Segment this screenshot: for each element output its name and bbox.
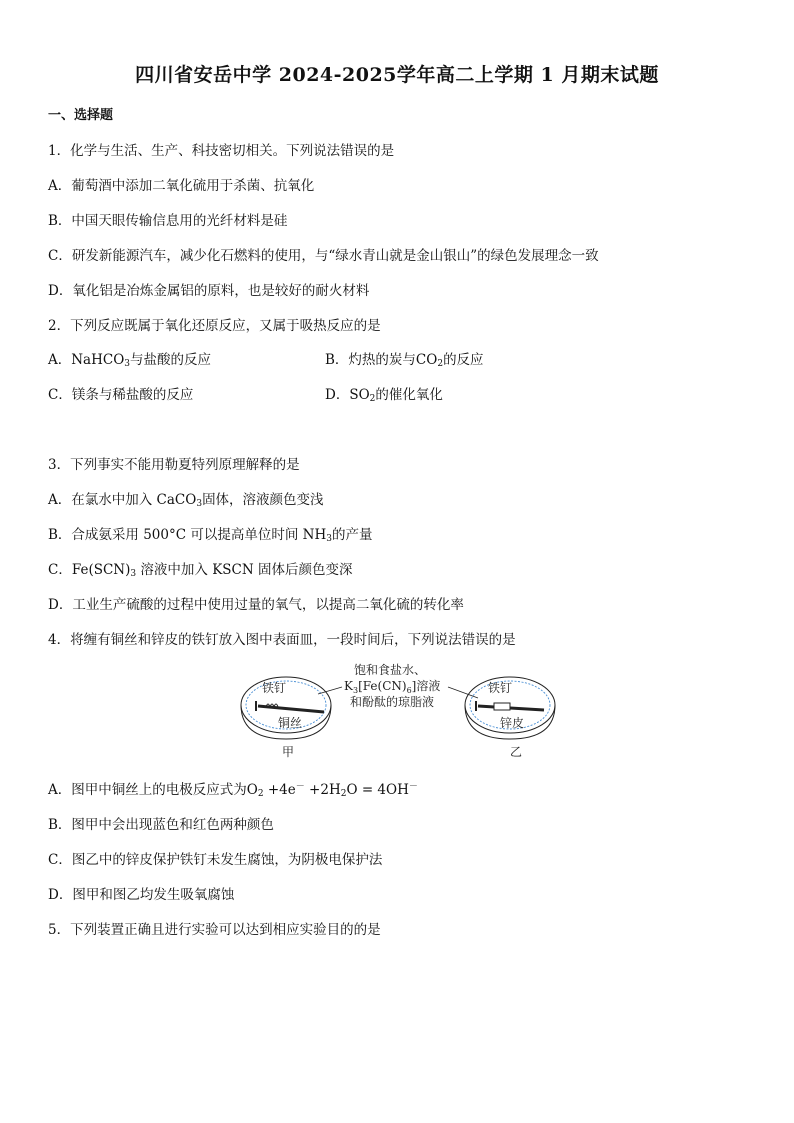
q4-option-d: D．图甲和图乙均发生吸氧腐蚀 — [48, 887, 235, 903]
label-left-wire: 铜丝 — [278, 716, 303, 730]
q5-stem: 5．下列装置正确且进行实验可以达到相应实验目的的是 — [48, 922, 381, 938]
label-center-1: 饱和食盐水、 — [354, 663, 427, 677]
label-center-2: $K_3[Fe(CN)_6]$溶液 — [344, 679, 441, 695]
q3-stem: 3．下列事实不能用勒夏特列原理解释的是 — [48, 457, 300, 473]
q2-stem: 2．下列反应既属于氧化还原反应，又属于吸热反应的是 — [48, 318, 381, 334]
caption-jia: 甲 — [282, 745, 295, 759]
q1-stem: 1．化学与生活、生产、科技密切相关。下列说法错误的是 — [48, 143, 395, 159]
label-right-zinc: 锌皮 — [500, 716, 525, 730]
q3-option-c: C．$Fe(SCN)_3$ 溶液中加入 KSCN 固体后颜色变深 — [48, 562, 353, 579]
label-center-3: 和酚酞的琼脂液 — [350, 695, 435, 709]
section-heading: 一、选择题 — [48, 108, 114, 123]
q3-option-d: D．工业生产硫酸的过程中使用过量的氧气，以提高二氧化硫的转化率 — [48, 597, 464, 613]
caption-yi: 乙 — [510, 745, 523, 759]
q3-option-b: B．合成氨采用 500°C 可以提高单位时间 $NH_3$的产量 — [48, 527, 373, 544]
q4-option-c: C．图乙中的锌皮保护铁钉未发生腐蚀，为阴极电保护法 — [48, 852, 383, 868]
label-right-nail: 铁钉 — [488, 681, 513, 695]
q4-option-a: A．图甲中铜丝上的电极反应式为$O_2 +4e^- +2H_2O = 4OH^-$ — [48, 782, 418, 799]
page-title: 四川省安岳中学 2024-2025学年高二上学期 1 月期末试题 — [135, 64, 659, 86]
q4-stem: 4．将缠有铜丝和锌皮的铁钉放入图中表面皿，一段时间后，下列说法错误的是 — [48, 632, 516, 648]
q2-option-c: C．镁条与稀盐酸的反应 — [48, 387, 194, 403]
q4-option-b: B．图甲中会出现蓝色和红色两种颜色 — [48, 817, 274, 833]
q1-option-b: B．中国天眼传输信息用的光纤材料是硅 — [48, 213, 288, 229]
corrosion-figure — [238, 660, 558, 760]
q2-option-b: B．灼热的炭与$CO_2$的反应 — [325, 352, 484, 369]
label-left-nail: 铁钉 — [262, 681, 287, 695]
q1-option-c: C．研发新能源汽车，减少化石燃料的使用，与“绿水青山就是金山银山”的绿色发展理念一致 — [48, 248, 599, 264]
q3-option-a: A．在氯水中加入 CaCO$_3$固体，溶液颜色变浅 — [48, 492, 324, 509]
q1-option-d: D．氧化铝是冶炼金属铝的原料，也是较好的耐火材料 — [48, 283, 370, 299]
q1-option-a: A．葡萄酒中添加二氧化硫用于杀菌、抗氧化 — [48, 178, 315, 194]
q2-option-d: D．$SO_2$的催化氧化 — [325, 387, 443, 404]
q2-option-a: A．NaHCO$_3$与盐酸的反应 — [48, 352, 212, 369]
